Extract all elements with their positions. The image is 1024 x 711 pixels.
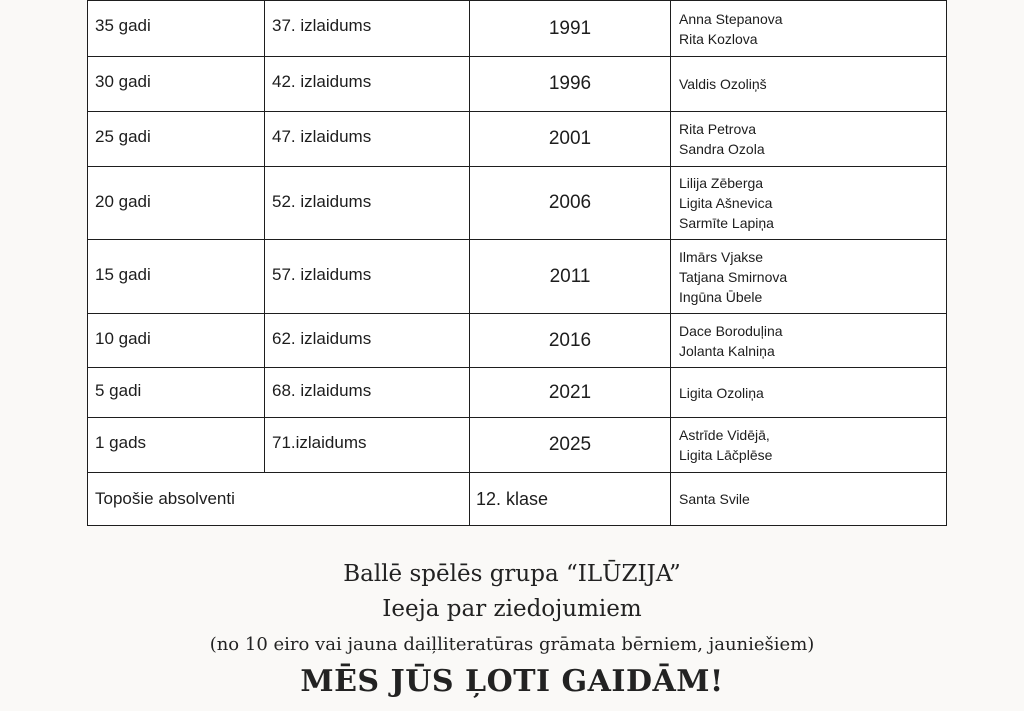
graduates-table	[87, 0, 947, 526]
graduate-name: Lilija Zēberga	[679, 175, 764, 191]
graduate-name: Ligita Ozoliņa	[679, 384, 764, 401]
graduate-name: Astrīde Vidējā,	[679, 427, 770, 443]
graduate-name: Dace Boroduļina	[679, 322, 783, 339]
years-cell: 20 gadi	[88, 167, 265, 240]
names-cell	[671, 473, 947, 526]
class-cell: 12. klase	[470, 473, 671, 526]
year-cell: 2025	[470, 418, 671, 473]
band-announcement: Ballē spēlēs grupa “ILŪZIJA”	[343, 561, 681, 587]
graduate-name: Rita Petrova	[679, 121, 757, 137]
years-cell: 25 gadi	[88, 112, 265, 167]
names-cell	[671, 1, 947, 57]
graduate-name: Jolanta Kalniņa	[679, 342, 775, 359]
graduate-name: Sandra Ozola	[679, 141, 765, 157]
edition-cell: 68. izlaidums	[265, 368, 470, 418]
entry-info: Ieeja par ziedojumiem	[382, 596, 642, 622]
graduate-name: Valdis Ozoliņš	[679, 76, 767, 92]
table-row	[88, 1, 947, 57]
year-cell: 2016	[470, 314, 671, 368]
years-cell: 15 gadi	[88, 240, 265, 314]
table-row	[88, 418, 947, 473]
names-cell	[671, 418, 947, 473]
years-cell: 10 gadi	[88, 314, 265, 368]
edition-cell: 71.izlaidums	[265, 418, 470, 473]
edition-cell: 42. izlaidums	[265, 57, 470, 112]
edition-cell: 47. izlaidums	[265, 112, 470, 167]
graduate-name: Sarmīte Lapiņa	[679, 215, 774, 231]
table-row	[88, 57, 947, 112]
graduate-name: Ingūna Ūbele	[679, 288, 763, 305]
table-row	[88, 240, 947, 314]
names-cell	[671, 314, 947, 368]
year-cell: 2001	[470, 112, 671, 167]
edition-cell: 52. izlaidums	[265, 167, 470, 240]
names-cell	[671, 240, 947, 314]
graduate-name: Santa Svile	[679, 491, 750, 507]
names-cell	[671, 167, 947, 240]
years-cell: 35 gadi	[88, 1, 265, 57]
graduate-name: Anna Stepanova	[679, 10, 783, 27]
graduate-name: Ligita Ašnevica	[679, 195, 773, 211]
graduate-name: Tatjana Smirnova	[679, 268, 788, 285]
graduate-name: Ligita Lāčplēse	[679, 447, 773, 463]
year-cell: 1991	[470, 1, 671, 57]
donation-note: (no 10 eiro vai jauna daiļliteratūras grāmata bērniem, jauniešiem)	[209, 634, 815, 655]
years-cell: 5 gadi	[88, 368, 265, 418]
years-cell: 30 gadi	[88, 57, 265, 112]
closing-headline: MĒS JŪS ĻOTI GAIDĀM!	[300, 664, 724, 699]
names-cell	[671, 112, 947, 167]
table-row	[88, 473, 947, 526]
edition-cell: 57. izlaidums	[265, 240, 470, 314]
years-cell: 1 gads	[88, 418, 265, 473]
table-row	[88, 368, 947, 418]
year-cell: 2011	[470, 240, 671, 314]
year-cell: 2006	[470, 167, 671, 240]
year-cell: 2021	[470, 368, 671, 418]
edition-cell: 37. izlaidums	[265, 1, 470, 57]
future-graduates-label: Topošie absolventi	[88, 473, 470, 526]
year-cell: 1996	[470, 57, 671, 112]
table-row	[88, 167, 947, 240]
names-cell	[671, 57, 947, 112]
edition-cell: 62. izlaidums	[265, 314, 470, 368]
names-cell	[671, 368, 947, 418]
graduate-name: Ilmārs Vjakse	[679, 248, 764, 265]
graduate-name: Rita Kozlova	[679, 30, 758, 47]
table-row	[88, 314, 947, 368]
table-row	[88, 112, 947, 167]
